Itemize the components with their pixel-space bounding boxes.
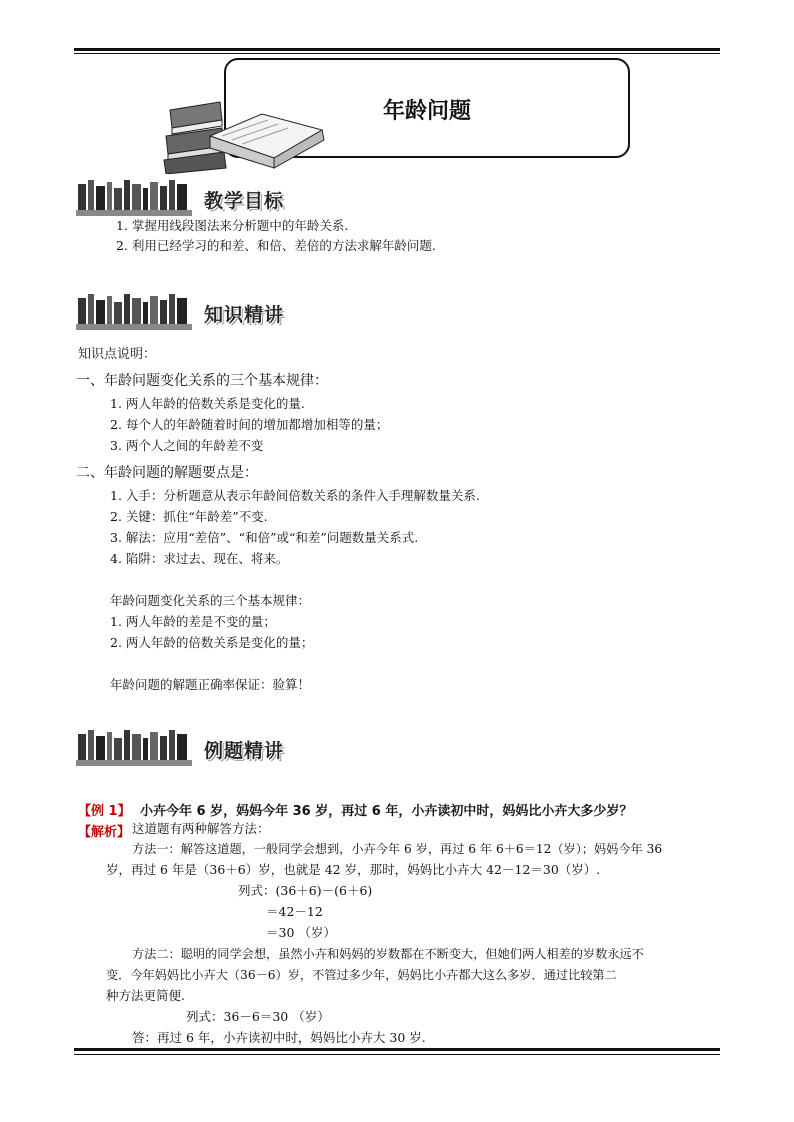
bookshelf-icon	[76, 176, 192, 218]
analysis-line: 岁，再过 6 年是（36＋6）岁，也就是 42 岁，那时，妈妈比小卉大 42－12＝30（岁）.	[106, 862, 601, 877]
keys-heading: 二、年龄问题的解题要点是：	[76, 465, 258, 481]
section-title-examples: 例题精讲	[204, 740, 285, 762]
goal-item: 1. 掌握用线段图法来分析题中的年龄关系.	[116, 218, 349, 233]
summary-heading: 年龄问题变化关系的三个基本规律：	[110, 593, 311, 608]
rule-item: 1. 两人年龄的倍数关系是变化的量.	[110, 396, 305, 411]
key-item: 3. 解法：应用“差倍”、“和倍”或“和差”问题数量关系式.	[110, 530, 419, 545]
bottom-rule-thin	[74, 1054, 720, 1055]
analysis-line: 这道题有两种解答方法：	[132, 821, 270, 836]
top-rule	[74, 48, 720, 51]
rules-heading: 一、年龄问题变化关系的三个基本规律：	[76, 373, 328, 389]
formula-line: 列式：(36＋6)－(6＋6)	[238, 883, 373, 898]
bookshelf-icon	[76, 726, 192, 768]
analysis-line: 方法一：解答这道题，一般同学会想到，小卉今年 6 岁，再过 6 年 6＋6＝12（岁）；妈妈今年 36	[132, 842, 663, 856]
formula-line: ＝30 （岁）	[266, 925, 336, 940]
knowledge-intro: 知识点说明：	[78, 347, 157, 362]
goal-item: 2. 利用已经学习的和差、和倍、差倍的方法求解年龄问题.	[116, 238, 436, 253]
bottom-rule	[74, 1048, 720, 1051]
section-title-goals: 教学目标	[204, 190, 285, 212]
key-item: 2. 关键：抓住“年龄差”不变.	[110, 509, 268, 524]
top-rule-thin	[74, 53, 720, 54]
key-item: 4. 陷阱：求过去、现在、将来。	[110, 551, 289, 566]
check-note: 年龄问题的解题正确率保证：验算！	[110, 677, 311, 692]
section-title-knowledge: 知识精讲	[204, 304, 285, 326]
example-question: 小卉今年 6 岁，妈妈今年 36 岁，再过 6 年，小卉读初中时，妈妈比小卉大多少岁？	[140, 804, 633, 819]
example-tag: 【例 1】	[78, 804, 131, 819]
formula-line: ＝42－12	[266, 904, 323, 919]
key-item: 1. 入手：分析题意从表示年龄间倍数关系的条件入手理解数量关系.	[110, 488, 480, 503]
analysis-line: 种方法更简便.	[106, 988, 185, 1003]
page-title: 年龄问题	[382, 99, 471, 124]
analysis-line: 变．今年妈妈比小卉大（36－6）岁，不管过多少年，妈妈比小卉都大这么多岁．通过比较第二	[106, 968, 617, 982]
answer-line: 答：再过 6 年，小卉读初中时，妈妈比小卉大 30 岁.	[132, 1030, 426, 1045]
analysis-line: 方法二：聪明的同学会想，虽然小卉和妈妈的岁数都在不断变大，但她们两人相差的岁数永远不	[132, 947, 644, 961]
bookshelf-icon	[76, 290, 192, 332]
rule-item: 3. 两个人之间的年龄差不变	[110, 438, 264, 453]
books-icon	[162, 96, 332, 174]
analysis-tag: 【解析】	[78, 825, 131, 840]
rule-item: 2. 每个人的年龄随着时间的增加都增加相等的量；	[110, 417, 389, 432]
summary-item: 1. 两人年龄的差是不变的量；	[110, 614, 276, 629]
summary-item: 2. 两人年龄的倍数关系是变化的量；	[110, 635, 314, 650]
formula-line: 列式：36－6＝30 （岁）	[186, 1009, 330, 1024]
